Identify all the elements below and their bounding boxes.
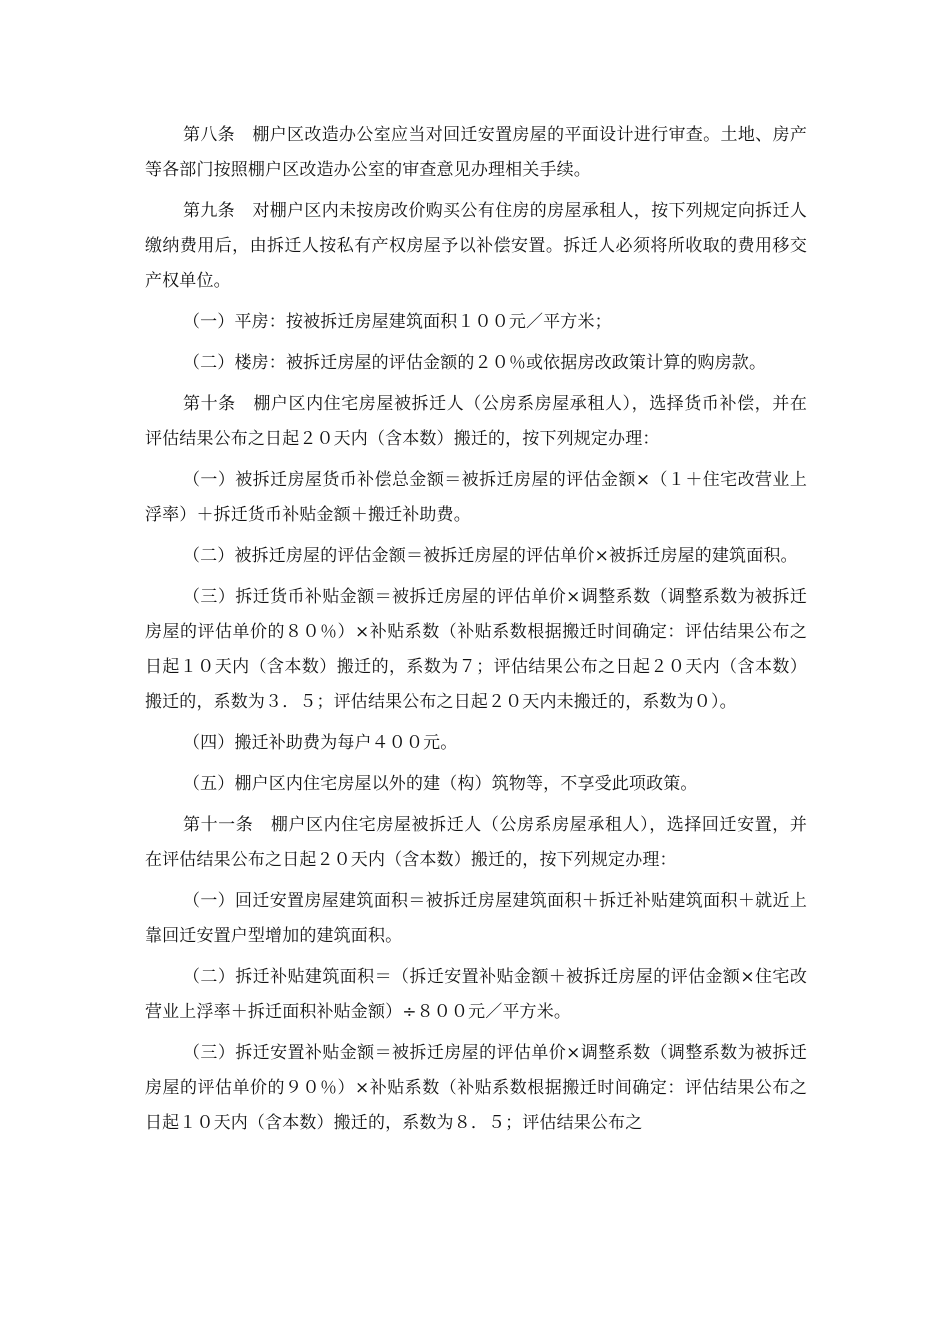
article-10-item-3: （三）拆迁货币补贴金额＝被拆迁房屋的评估单价×调整系数（调整系数为被拆迁房屋的评估单价的８０％）×补贴系数（补贴系数根据搬迁时间确定：评估结果公布之日起１０天内（含本数）搬迁的，系数为７；评估结果公布之日起２０天内（含本数）搬迁的，系数为３．５；评估结果公布之日起２０天内未搬迁的，系数为０）。 bbox=[145, 587, 807, 712]
article-10-item-2: （二）被拆迁房屋的评估金额＝被拆迁房屋的评估单价×被拆迁房屋的建筑面积。 bbox=[183, 546, 798, 566]
article-9-paragraph: 第九条 对棚户区内未按房改价购买公有住房的房屋承租人，按下列规定向拆迁人缴纳费用后，由拆迁人按私有产权房屋予以补偿安置。拆迁人必须将所收取的费用移交产权单位。 bbox=[145, 201, 807, 291]
article-8-paragraph: 第八条 棚户区改造办公室应当对回迁安置房屋的平面设计进行审查。土地、房产等各部门按照棚户区改造办公室的审查意见办理相关手续。 bbox=[145, 125, 807, 180]
article-10-item-1: （一）被拆迁房屋货币补偿总金额＝被拆迁房屋的评估金额×（１＋住宅改营业上浮率）＋拆迁货币补贴金额＋搬迁补助费。 bbox=[145, 470, 807, 525]
article-11-item-1: （一）回迁安置房屋建筑面积＝被拆迁房屋建筑面积＋拆迁补贴建筑面积＋就近上靠回迁安置户型增加的建筑面积。 bbox=[145, 891, 807, 946]
article-9-item-2: （二）楼房：被拆迁房屋的评估金额的２０％或依据房改政策计算的购房款。 bbox=[183, 353, 767, 373]
article-11-paragraph: 第十一条 棚户区内住宅房屋被拆迁人（公房系房屋承租人），选择回迁安置，并在评估结果公布之日起２０天内（含本数）搬迁的，按下列规定办理： bbox=[145, 815, 807, 870]
article-10-item-5: （五）棚户区内住宅房屋以外的建（构）筑物等，不享受此项政策。 bbox=[183, 774, 698, 794]
document-body bbox=[145, 118, 807, 1147]
article-11-item-3: （三）拆迁安置补贴金额＝被拆迁房屋的评估单价×调整系数（调整系数为被拆迁房屋的评估单价的９０％）×补贴系数（补贴系数根据搬迁时间确定：评估结果公布之日起１０天内（含本数）搬迁的，系数为８．５；评估结果公布之 bbox=[145, 1043, 807, 1133]
article-11-item-2: （二）拆迁补贴建筑面积＝（拆迁安置补贴金额＋被拆迁房屋的评估金额×住宅改营业上浮率＋拆迁面积补贴金额）÷８００元／平方米。 bbox=[145, 967, 807, 1022]
article-10-paragraph: 第十条 棚户区内住宅房屋被拆迁人（公房系房屋承租人），选择货币补偿，并在评估结果公布之日起２０天内（含本数）搬迁的，按下列规定办理： bbox=[145, 394, 807, 449]
article-10-item-4: （四）搬迁补助费为每户４００元。 bbox=[183, 733, 458, 753]
article-9-item-1: （一）平房：按被拆迁房屋建筑面积１００元／平方米； bbox=[183, 312, 612, 332]
